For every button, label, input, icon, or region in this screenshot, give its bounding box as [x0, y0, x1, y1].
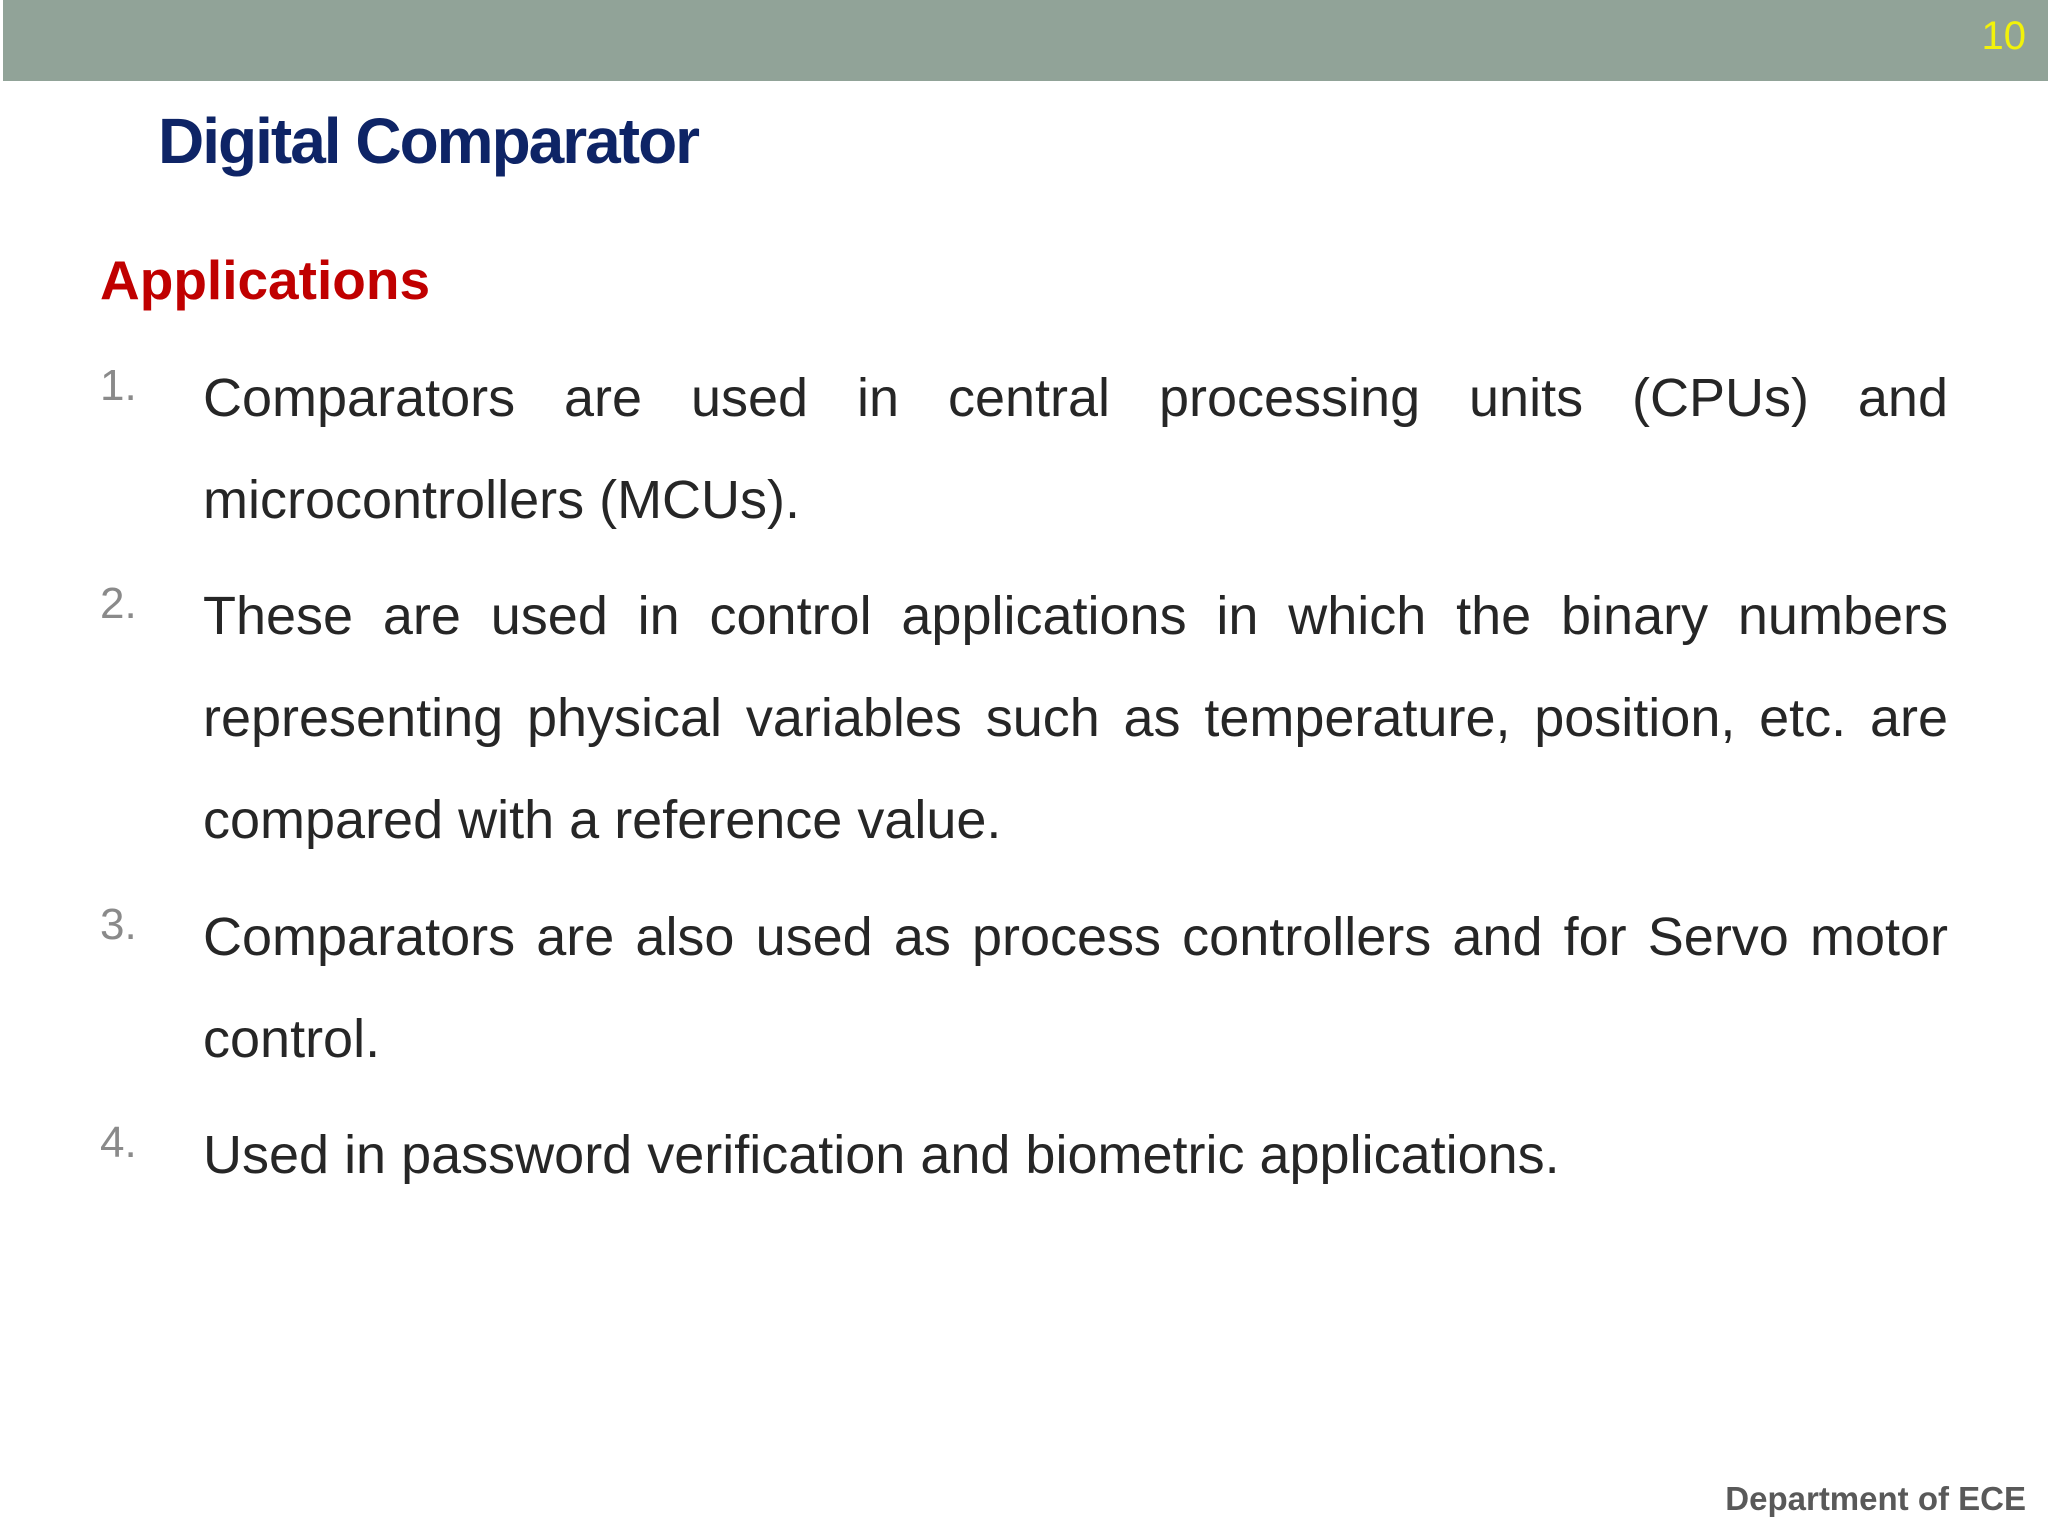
list-item-number: 3.: [100, 900, 137, 949]
list-item-number: 4.: [100, 1118, 137, 1167]
section-heading: Applications: [100, 249, 431, 311]
list-item-number: 2.: [100, 579, 137, 628]
list-item-text: Comparators are used in central processing units (CPUs) and microcontrollers (MCUs).: [203, 368, 1948, 530]
footer-department: Department of ECE: [1725, 1480, 2026, 1517]
list-item-number: 1.: [100, 361, 137, 410]
list-item-text: Used in password verification and biometric applications.: [203, 1125, 1560, 1185]
slide-number: 10: [1981, 14, 2026, 58]
slide-title: Digital Comparator: [158, 105, 699, 177]
list-item-text: Comparators are also used as process controllers and for Servo motor control.: [203, 907, 1948, 1069]
list-item-text: These are used in control applications in which the binary numbers representing physical variables such as temperature, position, etc. are compared with a reference value.: [203, 586, 1948, 850]
